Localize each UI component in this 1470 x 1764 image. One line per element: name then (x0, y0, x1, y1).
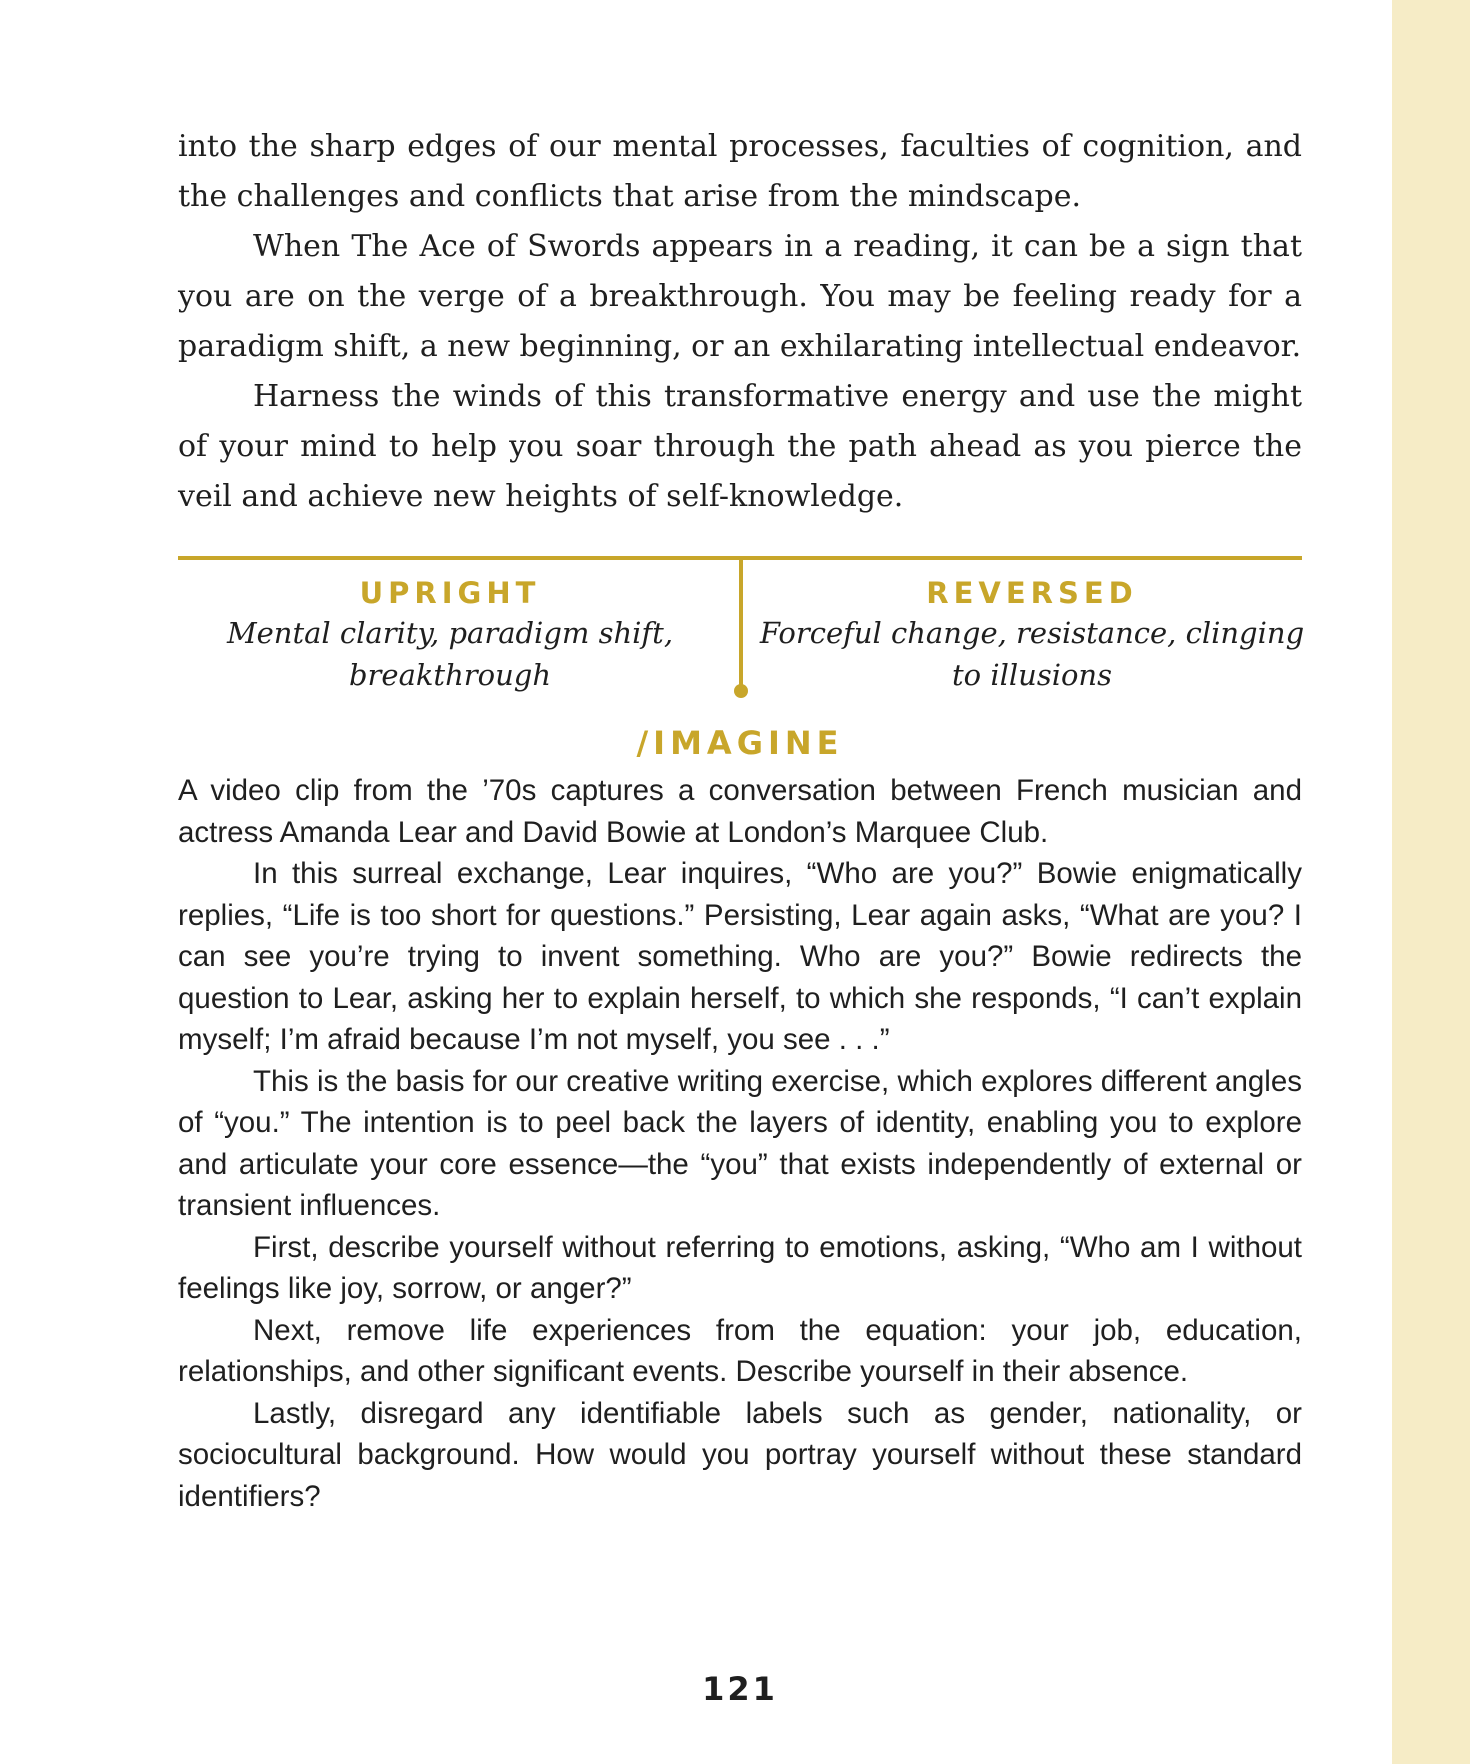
imagine-paragraph: First, describe yourself without referring to emotions, asking, “Who am I without feelings like joy, sorrow, or anger?” (178, 1230, 1302, 1305)
upright-keywords: Mental clarity, paradigm shift, breakthrough (226, 616, 674, 692)
upright-meaning (170, 574, 730, 696)
imagine-body (178, 770, 1302, 1517)
intro-paragraph: Harness the winds of this transformative energy and use the might of your mind to help you soar through the path ahead as you pierce the veil and achieve new heights of self-knowledge. (178, 379, 1302, 514)
reversed-heading: REVERSED (926, 576, 1138, 610)
imagine-heading: /IMAGINE (636, 724, 844, 762)
intro-paragraph: When The Ace of Swords appears in a reading, it can be a sign that you are on the verge of a breakthrough. You may be feeling ready for a paradigm shift, a new beginning, or an exhilarating intellectual endeavor. (178, 229, 1302, 364)
imagine-paragraph: Next, remove life experiences from the equation: your job, education, relationships, and other significant events. Describe yourself in their absence. (178, 1313, 1302, 1388)
upright-heading: UPRIGHT (359, 576, 541, 610)
imagine-paragraph: In this surreal exchange, Lear inquires, “Who are you?” Bowie enigmatically replies, “Life is too short for questions.” Persisting, Lear again asks, “What are you? I can see you’re trying to invent something. Who are you?” Bowie redirects the question to Lear, asking her to explain herself, to which she responds, “I can’t explain myself; I’m afraid because I’m not myself, you see . . .” (178, 857, 1302, 1056)
card-description (178, 122, 1302, 522)
reversed-meaning (752, 574, 1312, 696)
page-edge-strip (1392, 0, 1470, 1764)
meanings-divider (739, 558, 743, 686)
intro-paragraph: into the sharp edges of our mental processes, faculties of cognition, and the challenges and conflicts that arise from the mindscape. (178, 129, 1302, 214)
imagine-paragraph: Lastly, disregard any identifiable labels such as gender, nationality, or sociocultural background. How would you portray yourself without these standard identifiers? (178, 1396, 1302, 1513)
imagine-paragraph: This is the basis for our creative writing exercise, which explores different angles of “you.” The intention is to peel back the layers of identity, enabling you to explore and articulate your core essence—the “you” that exists independently of external or transient influences. (178, 1064, 1302, 1222)
reversed-keywords: Forceful change, resistance, clinging to illusions (759, 616, 1305, 692)
imagine-paragraph: A video clip from the ’70s captures a conversation between French musician and actress Amanda Lear and David Bowie at London’s Marquee Club. (178, 774, 1302, 849)
page-number: 121 (702, 1670, 778, 1708)
divider-dot (734, 684, 748, 698)
